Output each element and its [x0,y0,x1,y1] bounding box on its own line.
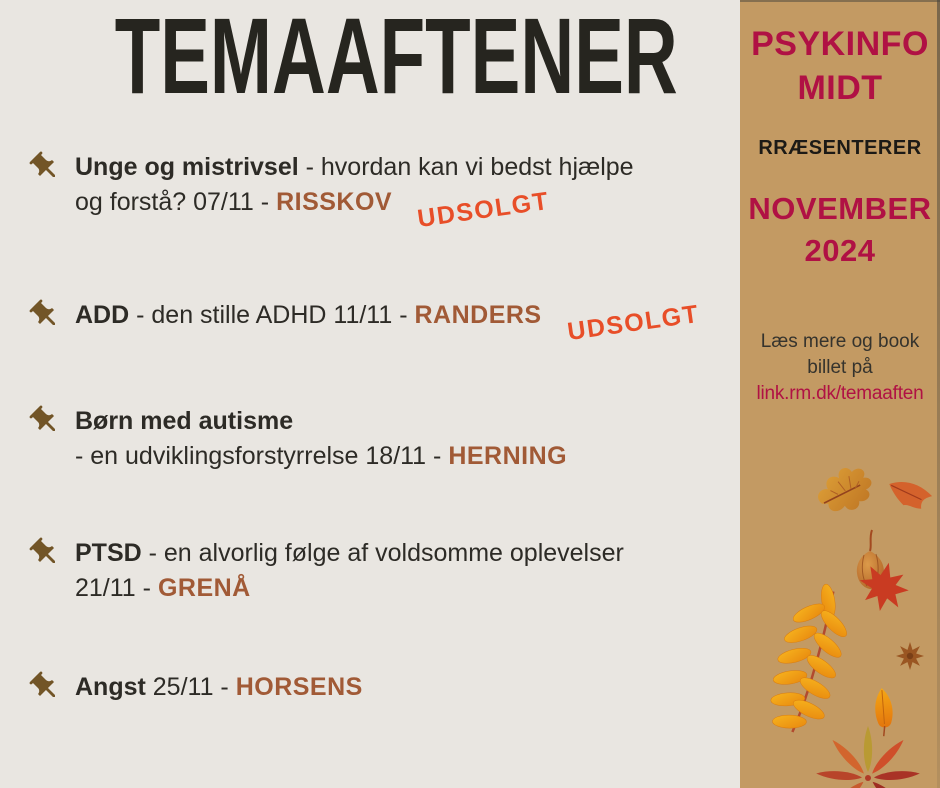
event-item [28,150,634,234]
star-anise-decoration [896,642,924,670]
month-line-1: NOVEMBER [748,191,932,226]
event-text [75,404,567,474]
creeper-leaf-decoration [816,726,920,788]
pushpin-icon [28,298,62,332]
rowan-leaf-decoration [766,578,855,737]
event-description: 25/11 - [145,673,236,701]
small-orange-leaf-decoration [873,687,895,737]
event-text [75,670,363,705]
event-location: HERNING [448,442,568,470]
page-title: TEMAAFTENER [114,0,678,116]
booking-info-line-2: billet på [807,357,873,378]
event-text [75,536,624,606]
brand-line-1: PSYKINFO [751,25,929,63]
event-description: 21/11 - [75,574,158,602]
event-description: - en alvorlig følge af voldsomme oplevelser [141,539,624,567]
event-location: RISSKOV [276,188,393,216]
pushpin-icon [28,536,62,570]
booking-info [740,329,940,381]
event-title: Unge og mistrivsel [75,153,299,181]
booking-info-line-1: Læs mere og book [760,331,920,352]
sidebar [740,0,940,788]
event-item [28,404,567,474]
month-label [740,188,940,272]
event-location: RANDERS [414,301,542,329]
event-item [28,670,363,705]
event-description: - den stille ADHD 11/11 - [129,301,415,329]
soldout-badge: UDSOLGT [565,299,701,347]
event-text [75,150,634,234]
event-location: HORSENS [235,673,363,701]
event-description: - en udviklingsforstyrrelse 18/11 - [75,442,449,470]
booking-link[interactable]: link.rm.dk/temaaften [756,383,924,404]
event-location: GRENÅ [157,574,251,602]
event-title: PTSD [75,539,142,567]
event-description: og forstå? 07/11 - [75,188,277,216]
event-item [28,536,624,606]
autumn-decoration [740,448,940,788]
event-title: ADD [75,301,130,329]
oak-leaf-decoration [812,461,878,519]
pushpin-icon [28,404,62,438]
pushpin-icon [28,150,62,184]
presents-label: RRÆSENTERER [758,137,922,159]
event-item [28,298,701,347]
month-line-2: 2024 [804,233,876,268]
event-title: Børn med autisme [75,407,294,435]
pushpin-icon [28,670,62,704]
event-description: - hvordan kan vi bedst hjælpe [298,153,634,181]
red-leaf-fragment-decoration [887,480,934,510]
event-title: Angst [75,673,146,701]
brand-line-2: MIDT [797,69,883,107]
event-text [75,298,701,347]
soldout-badge: UDSOLGT [415,186,552,234]
brand-name [740,22,940,110]
